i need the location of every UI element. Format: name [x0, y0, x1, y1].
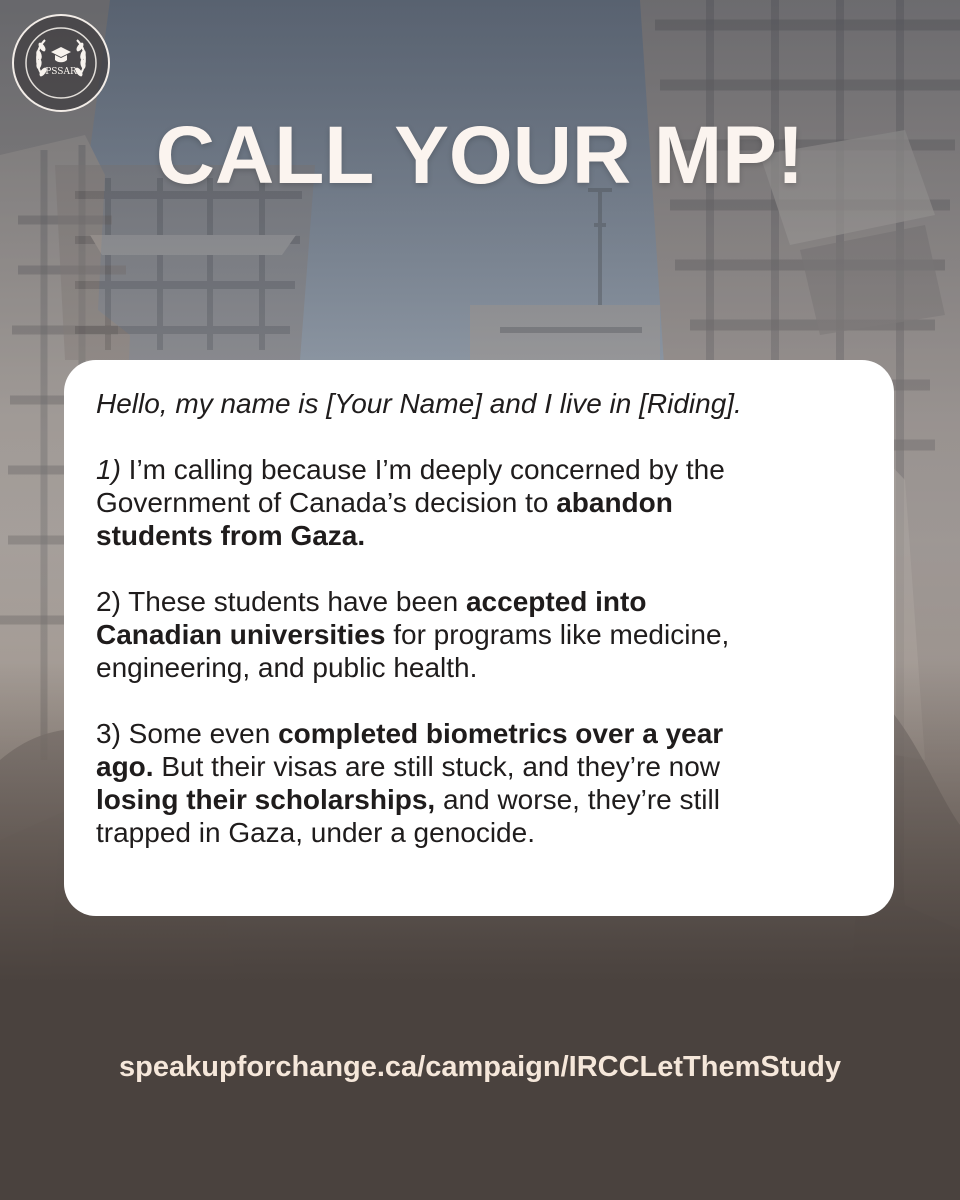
script-point-1 — [96, 453, 863, 552]
script-point-3-text-start: Some even — [120, 718, 279, 749]
script-point-3 — [96, 717, 863, 849]
script-point-2-emphasis: accepted into Canadian universities — [96, 586, 647, 650]
script-point-2-number: 2) — [96, 586, 121, 617]
script-point-3-text-middle: But their visas are still stuck, and they’re now — [161, 751, 721, 782]
script-point-1-number: 1) — [96, 454, 121, 485]
script-point-3-emphasis-2: losing their scholarships, — [96, 784, 436, 815]
headline: CALL YOUR MP! — [155, 110, 805, 201]
script-point-3-text-end: and worse, they’re still trapped in Gaza, under a genocide. — [96, 784, 720, 848]
script-point-1-emphasis: abandon students from Gaza. — [96, 487, 673, 551]
script-intro: Hello, my name is [Your Name] and I live in [Riding]. — [96, 388, 742, 419]
svg-text:PSSAR: PSSAR — [45, 67, 77, 77]
script-point-3-emphasis-1: completed biometrics over a year ago. — [96, 718, 724, 782]
phone-script-card — [64, 360, 894, 916]
pssar-logo — [12, 14, 110, 112]
campaign-url: speakupforchange.ca/campaign/IRCCLetThemStudy — [119, 1051, 841, 1083]
script-point-3-number: 3) — [96, 718, 121, 749]
script-point-2-text-start: These students have been — [120, 586, 466, 617]
script-point-2-text-end: for programs like medicine, engineering, and public health. — [96, 619, 730, 683]
script-point-1-text: I’m calling because I’m deeply concerned by the Government of Canada’s decision to — [96, 454, 725, 518]
script-point-2 — [96, 585, 863, 684]
